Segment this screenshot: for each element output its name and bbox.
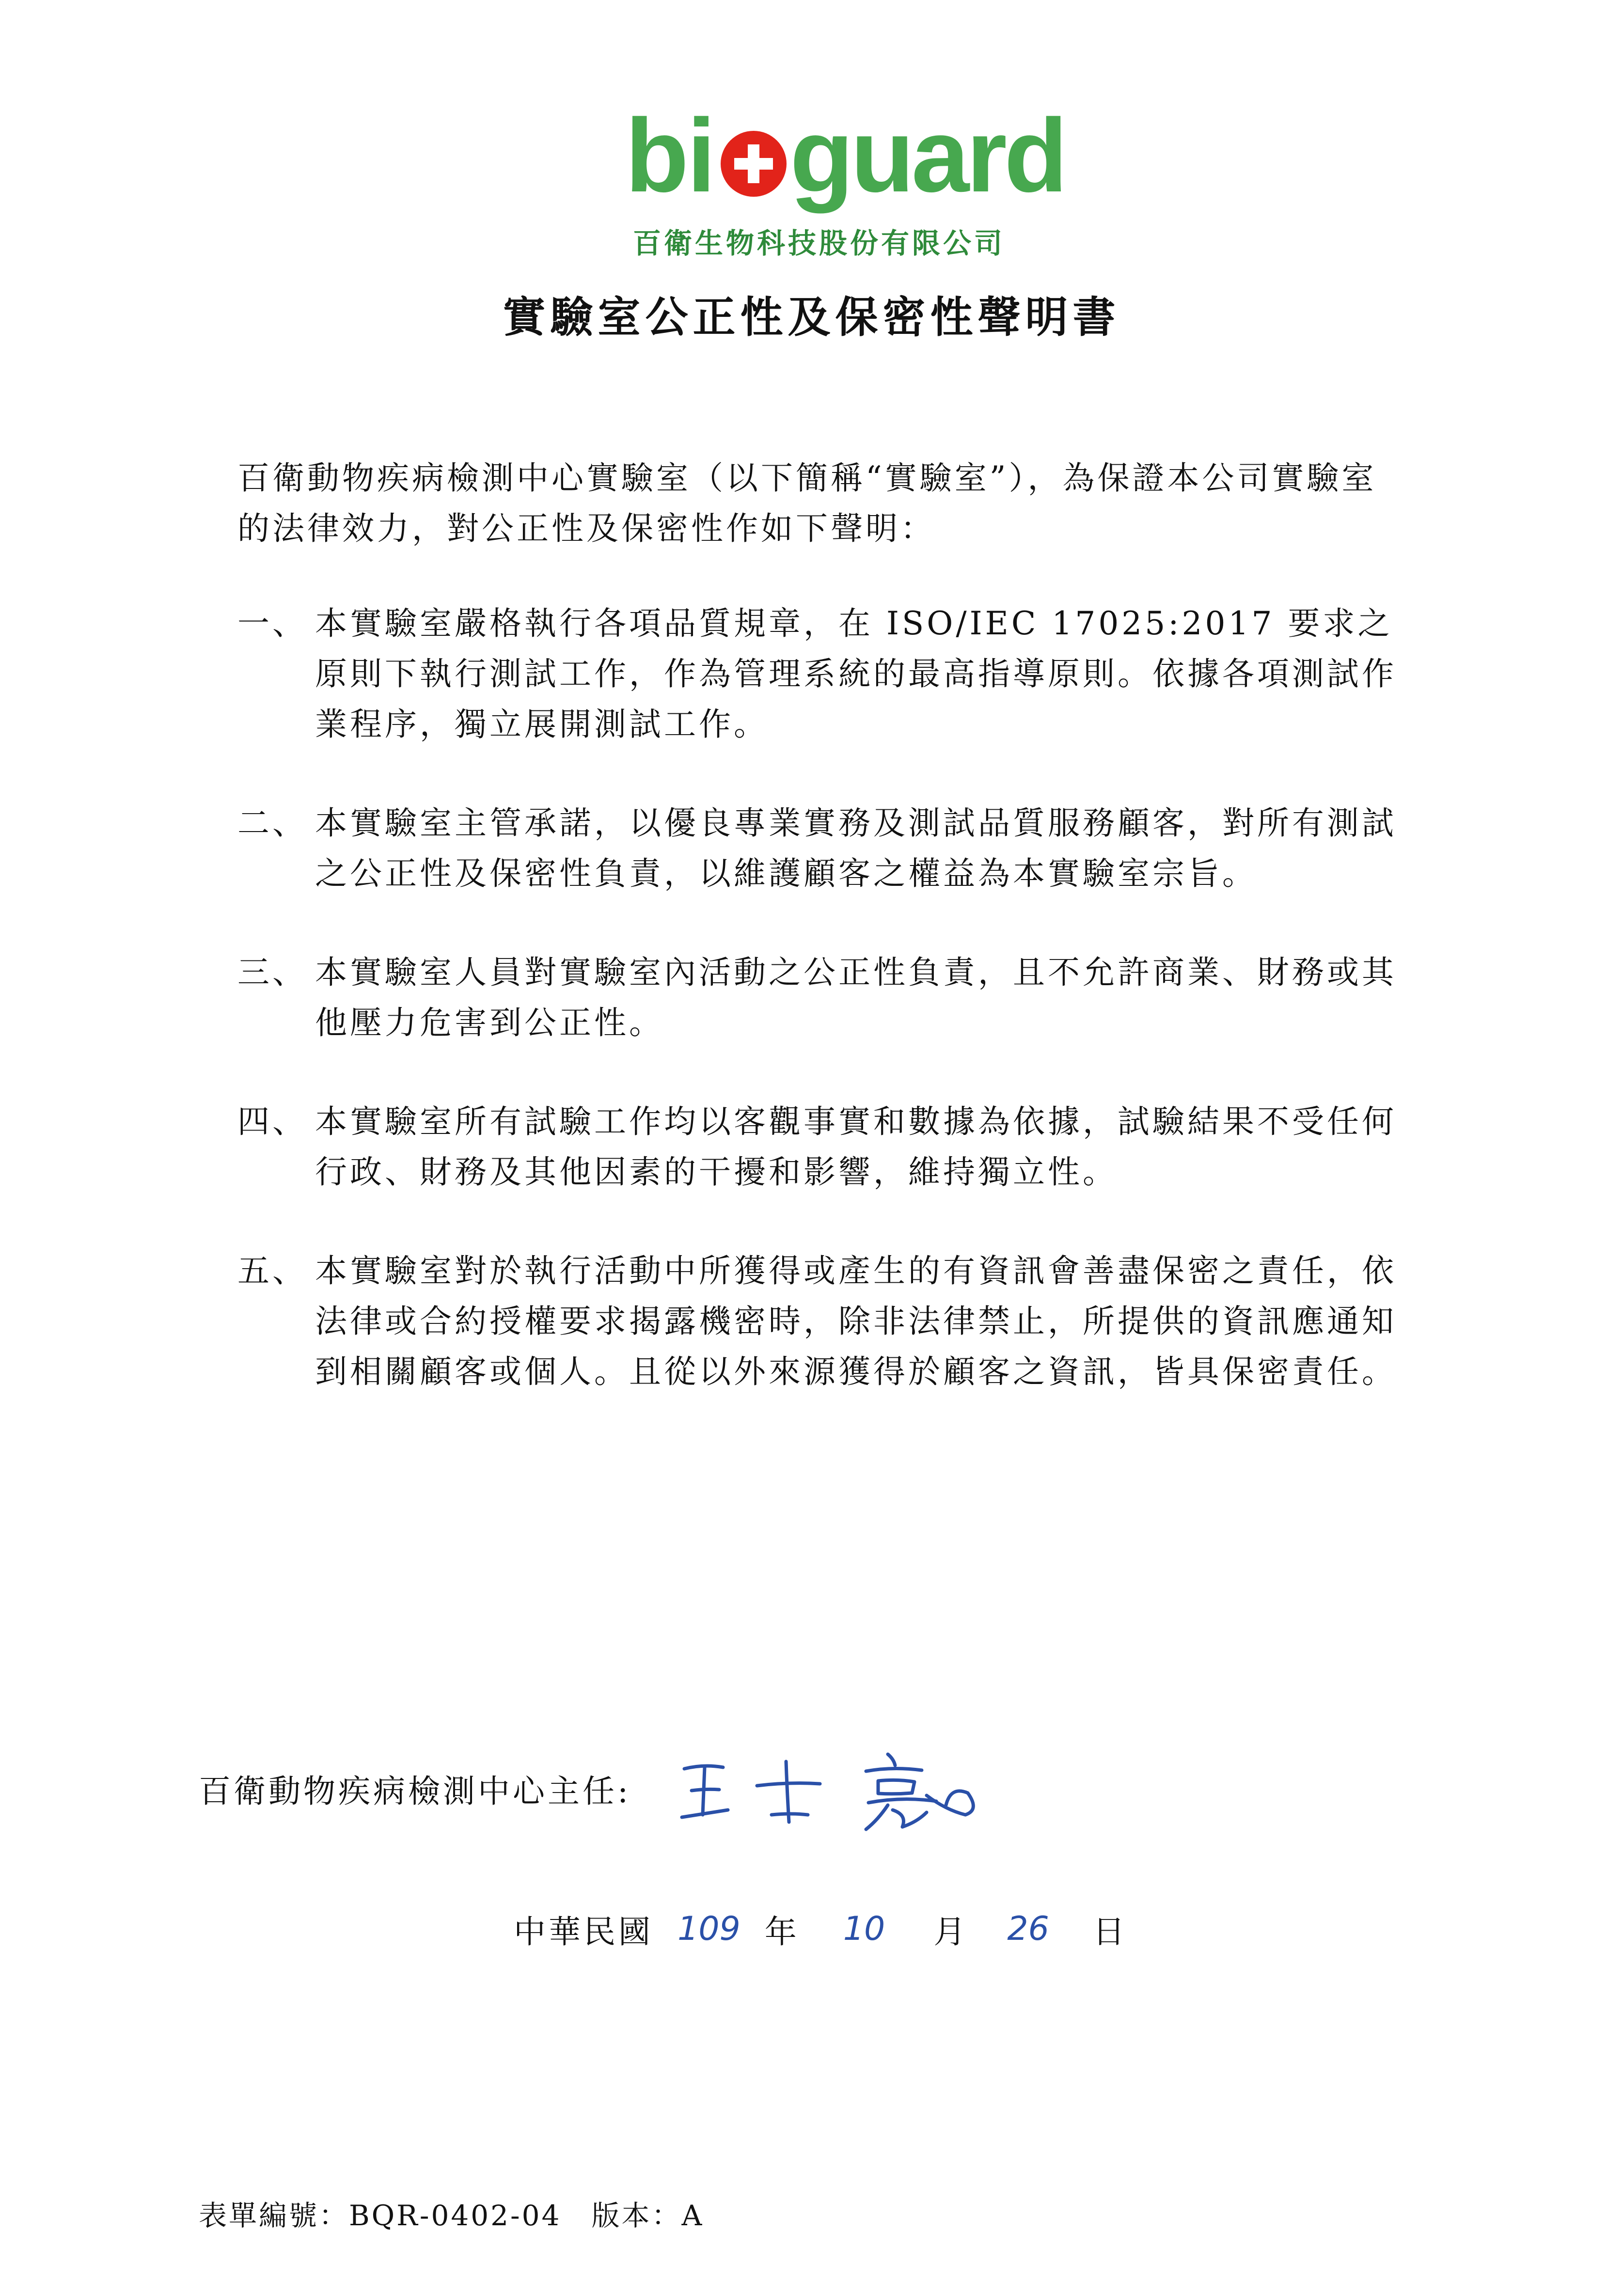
company-logo (0, 53, 1623, 260)
date-year-word: 年 (764, 1913, 800, 1950)
date-day: 26 (1007, 1909, 1049, 1948)
svg-text:guard: guard (790, 97, 1065, 214)
director-signature-line (199, 1749, 985, 1827)
document-title: 實驗室公正性及保密性聲明書 (503, 292, 1120, 342)
date-era-label: 中華民國 (514, 1913, 653, 1950)
intro-paragraph: 百衛動物疾病檢測中心實驗室（以下簡稱“實驗室”），為保證本公司實驗室的法律效力，對公正性及保密性作如下聲明： (237, 459, 1377, 547)
statement-text: 本實驗室人員對實驗室內活動之公正性負責，且不允許商業、財務或其他壓力危害到公正性。 (315, 954, 1397, 1041)
date-year: 109 (678, 1909, 741, 1948)
director-label: 百衛動物疾病檢測中心主任: (199, 1772, 631, 1810)
statement-number: 三、 (237, 954, 307, 991)
logo-wordmark (625, 97, 1065, 218)
statement-number: 二、 (237, 804, 307, 842)
statement-item (237, 947, 1401, 1048)
handwritten-signature (675, 1742, 985, 1834)
logo-company-name: 百衛生物科技股份有限公司 (632, 227, 1005, 260)
statement-text: 本實驗室主管承諾，以優良專業實務及測試品質服務顧客，對所有測試之公正性及保密性負責，以維護顧客之權益為本實驗室宗旨。 (315, 804, 1397, 892)
form-number-footer: 表單編號：BQR-0402-04 版本：A (199, 2199, 704, 2232)
statement-item (237, 798, 1401, 899)
statement-text: 本實驗室所有試驗工作均以客觀事實和數據為依據，試驗結果不受任何行政、財務及其他因素的干擾和影響，維持獨立性。 (315, 1103, 1397, 1191)
statement-item (237, 1246, 1401, 1397)
logo-wordmark-graphic (625, 97, 1065, 218)
date-month-word: 月 (933, 1913, 969, 1950)
date-day-word: 日 (1092, 1913, 1128, 1950)
statement-text: 本實驗室對於執行活動中所獲得或產生的有資訊會善盡保密之責任，依法律或合約授權要求揭露機密時，除非法律禁止，所提供的資訊應通知到相關顧客或個人。且從以外來源獲得於顧客之資訊，皆具保密責任。 (315, 1252, 1397, 1390)
statement-item (237, 1097, 1401, 1197)
statement-list (237, 598, 1401, 1446)
date-month: 10 (843, 1909, 885, 1948)
statement-text: 本實驗室嚴格執行各項品質規章，在 ISO/IEC 17025:2017 要求之原則下執行測試工作，作為管理系統的最高指導原則。依據各項測試作業程序，獨立展開測試工作。 (315, 605, 1397, 743)
statement-number: 四、 (237, 1103, 307, 1140)
svg-text:bi: bi (625, 97, 714, 214)
statement-item (237, 598, 1401, 750)
signing-date (514, 1900, 1128, 1958)
statement-number: 一、 (237, 605, 307, 642)
statement-number: 五、 (237, 1252, 307, 1290)
